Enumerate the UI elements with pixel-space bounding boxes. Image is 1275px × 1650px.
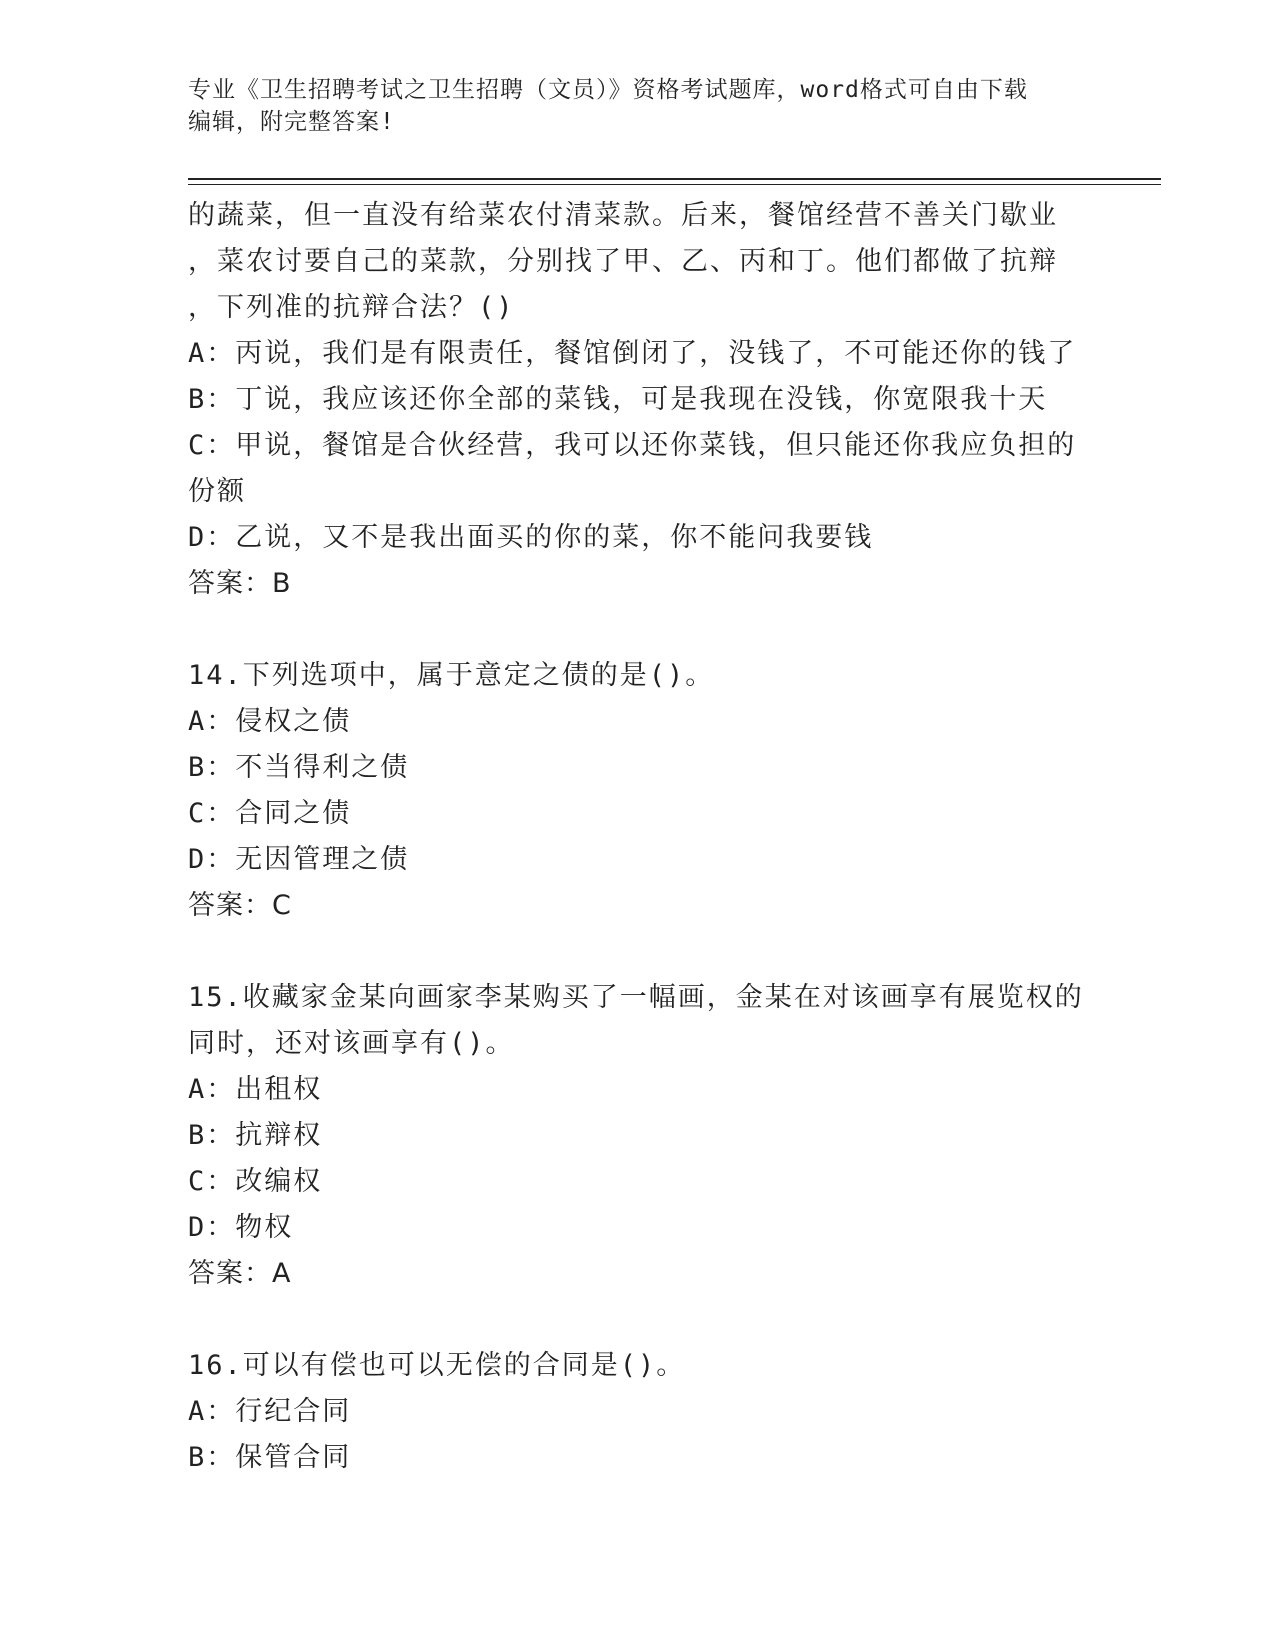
question-stem-line: ，下列准的抗辩合法？() [188,292,515,323]
question-15 [188,975,1088,1297]
option-b: B：不当得利之债 [188,752,410,783]
option-b: B：丁说，我应该还你全部的菜钱，可是我现在没钱，你宽限我十天 [188,384,1048,415]
option-c-continued: 份额 [188,476,246,507]
question-16 [188,1343,1088,1481]
question-stem-line: 16.可以有偿也可以无偿的合同是()。 [188,1350,686,1381]
question-list [188,193,1088,1481]
question-stem-line: 的蔬菜，但一直没有给菜农付清菜款。后来，餐馆经营不善关门歇业 [188,200,1058,231]
option-a: A：丙说，我们是有限责任，餐馆倒闭了，没钱了，不可能还你的钱了 [188,338,1077,369]
question-14 [188,653,1088,929]
option-d: D：无因管理之债 [188,844,410,875]
answer-label: 答案：C [188,890,292,921]
option-c: C：合同之债 [188,798,352,829]
header-line-2: 编辑，附完整答案! [188,109,395,135]
header-divider-thin [188,184,1161,185]
option-a: A：行纪合同 [188,1396,352,1427]
option-c: C：甲说，餐馆是合伙经营，我可以还你菜钱，但只能还你我应负担的 [188,430,1077,461]
option-a: A：侵权之债 [188,706,352,737]
spacer [188,607,1088,653]
header-line-1: 专业《卫生招聘考试之卫生招聘（文员）》资格考试题库，word格式可自由下载 [188,77,1028,103]
option-d: D：物权 [188,1212,294,1243]
answer-label: 答案：B [188,568,292,599]
question-stem-line: 同时，还对该画享有()。 [188,1028,515,1059]
question-stem-line: 15.收藏家金某向画家李某购买了一幅画，金某在对该画享有展览权的 [188,982,1084,1013]
spacer [188,1297,1088,1343]
question-13 [188,193,1088,607]
option-d: D：乙说，又不是我出面买的你的菜，你不能问我要钱 [188,522,874,553]
option-a: A：出租权 [188,1074,323,1105]
option-b: B：抗辩权 [188,1120,323,1151]
header-divider-thick [188,178,1161,180]
answer-label: 答案：A [188,1258,292,1289]
option-c: C：改编权 [188,1166,323,1197]
spacer [188,929,1088,975]
question-stem-line: 14.下列选项中，属于意定之债的是()。 [188,660,715,691]
option-b: B：保管合同 [188,1442,352,1473]
question-stem-line: ，菜农讨要自己的菜款，分别找了甲、乙、丙和丁。他们都做了抗辩 [188,246,1058,277]
document-header [188,74,1088,138]
